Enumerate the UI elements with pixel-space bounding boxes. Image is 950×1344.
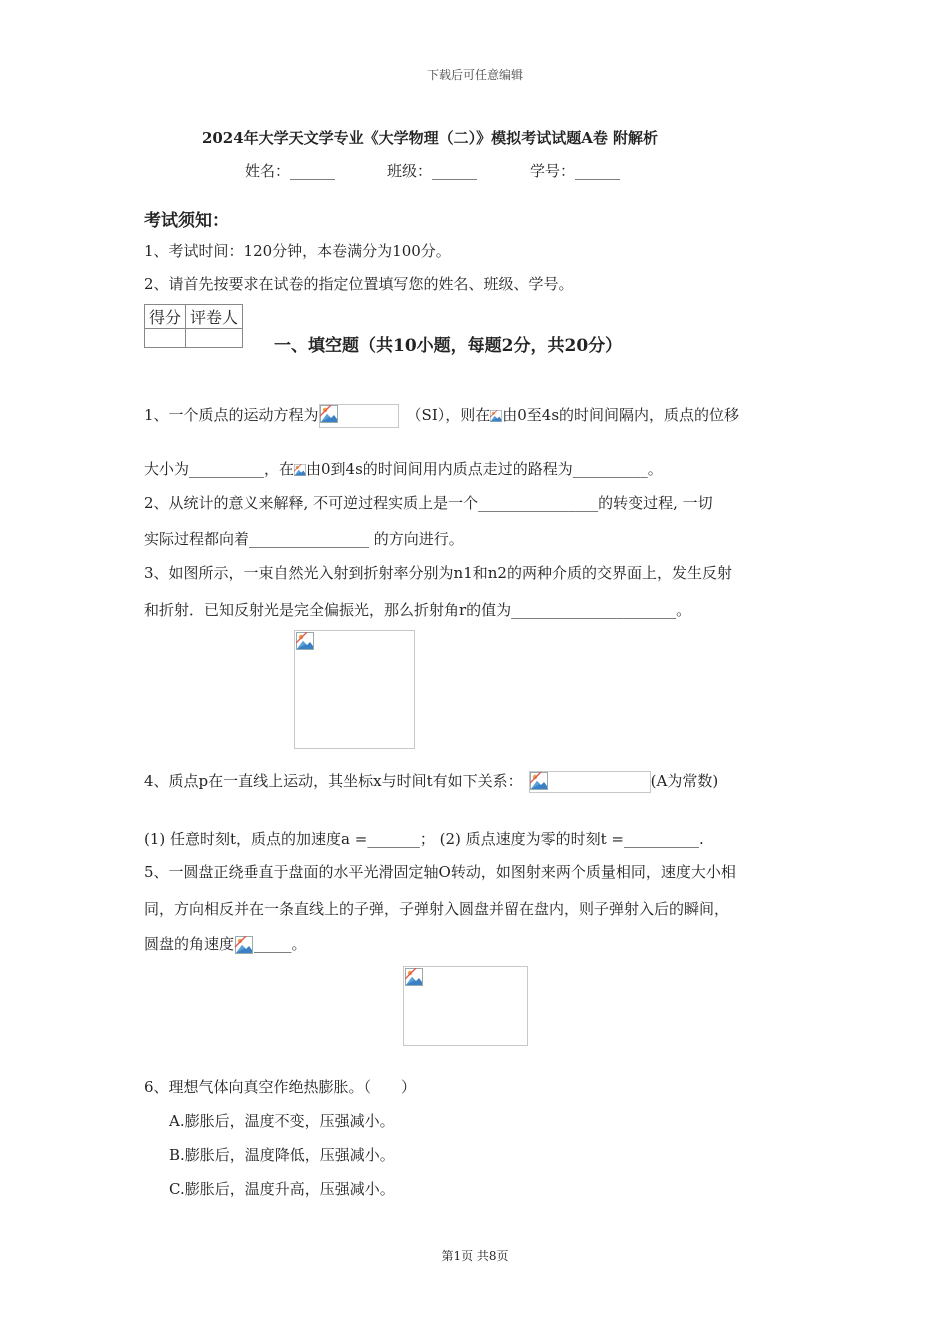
page-header: 下载后可任意编辑 xyxy=(426,68,523,82)
grader-header: 评卷人 xyxy=(186,305,243,329)
question-5-line-1: 5、一圆盘正绕垂直于盘面的水平光滑固定轴O转动，如图射来两个质量相同，速度大小相 xyxy=(144,863,736,881)
notice-heading: 考试须知： xyxy=(144,211,229,231)
broken-image-icon xyxy=(296,632,314,650)
question-6-option-c: C.膨胀后，温度升高，压强减小。 xyxy=(169,1180,395,1198)
broken-image-icon xyxy=(294,461,306,479)
question-3-line-2: 和折射．已知反射光是完全偏振光，那么折射角r的值为______________________。 xyxy=(144,601,692,619)
exam-title: 2024年大学天文学专业《大学物理（二）》模拟考试试题A卷 附解析 xyxy=(201,129,659,147)
section-1-title: 一、填空题（共10小题，每题2分，共20分） xyxy=(274,336,623,356)
q1-text-d: 大小为__________，在 xyxy=(144,460,295,478)
question-5-line-2: 同，方向相反并在一条直线上的子弹，子弹射入圆盘并留在盘内，则子弹射入后的瞬间， xyxy=(144,900,730,918)
q3-figure-image xyxy=(294,630,415,749)
q5-text-b: _____。 xyxy=(254,935,307,953)
q4-text-a: 4、质点p在一直线上运动，其坐标x与时间t有如下关系： xyxy=(144,772,523,790)
grader-cell[interactable] xyxy=(186,329,243,348)
broken-image-icon xyxy=(234,936,254,954)
question-1-line-1 xyxy=(144,404,739,428)
q5-figure-image xyxy=(403,966,528,1046)
question-4-line-1 xyxy=(144,771,718,793)
q1-text-b: （SI），则在 xyxy=(406,406,491,424)
broken-image-icon xyxy=(490,407,502,425)
question-6-stem: 6、理想气体向真空作绝热膨胀。（ ） xyxy=(144,1078,417,1096)
score-header: 得分 xyxy=(145,305,186,329)
broken-image-icon xyxy=(530,772,548,790)
equation-image xyxy=(319,404,399,428)
notice-item-2: 2、请首先按要求在试卷的指定位置填写您的姓名、班级、学号。 xyxy=(144,275,574,293)
equation-image xyxy=(529,771,651,793)
symbol-image xyxy=(294,461,306,479)
broken-image-icon xyxy=(320,405,338,423)
broken-image-icon xyxy=(405,968,423,986)
question-5-line-3 xyxy=(144,934,307,954)
question-2-line-2: 实际过程都向着________________ 的方向进行。 xyxy=(144,530,464,548)
class-field-label: 班级：______ xyxy=(387,162,478,180)
q1-text-a: 1、一个质点的运动方程为 xyxy=(144,406,319,424)
question-6-option-a: A.膨胀后，温度不变，压强减小。 xyxy=(169,1112,395,1130)
page-footer: 第1页 共8页 xyxy=(441,1249,509,1263)
question-1-line-2 xyxy=(144,459,663,479)
student-id-field-label: 学号：______ xyxy=(530,162,621,180)
question-2-line-1: 2、从统计的意义来解释, 不可逆过程实质上是一个________________的转变过程, 一切 xyxy=(144,494,713,512)
question-4-line-2: (1) 任意时刻t，质点的加速度a =_______； (2) 质点速度为零的时刻t =__________. xyxy=(144,830,704,848)
symbol-image xyxy=(490,407,502,425)
q4-text-b: (A为常数) xyxy=(650,772,719,790)
q1-text-c: 由0至4s的时间间隔内，质点的位移 xyxy=(502,406,740,424)
score-table xyxy=(144,304,243,348)
score-cell[interactable] xyxy=(145,329,186,348)
question-3-line-1: 3、如图所示，一束自然光入射到折射率分别为n1和n2的两种介质的交界面上，发生反射 xyxy=(144,564,732,582)
q5-text-a: 圆盘的角速度 xyxy=(144,935,235,953)
symbol-image xyxy=(234,936,254,954)
notice-item-1: 1、考试时间：120分钟，本卷满分为100分。 xyxy=(144,242,451,260)
question-6-option-b: B.膨胀后，温度降低，压强减小。 xyxy=(169,1146,395,1164)
name-field-label: 姓名：______ xyxy=(245,162,336,180)
q1-text-e: 由0到4s的时间间用内质点走过的路程为__________。 xyxy=(306,460,663,478)
